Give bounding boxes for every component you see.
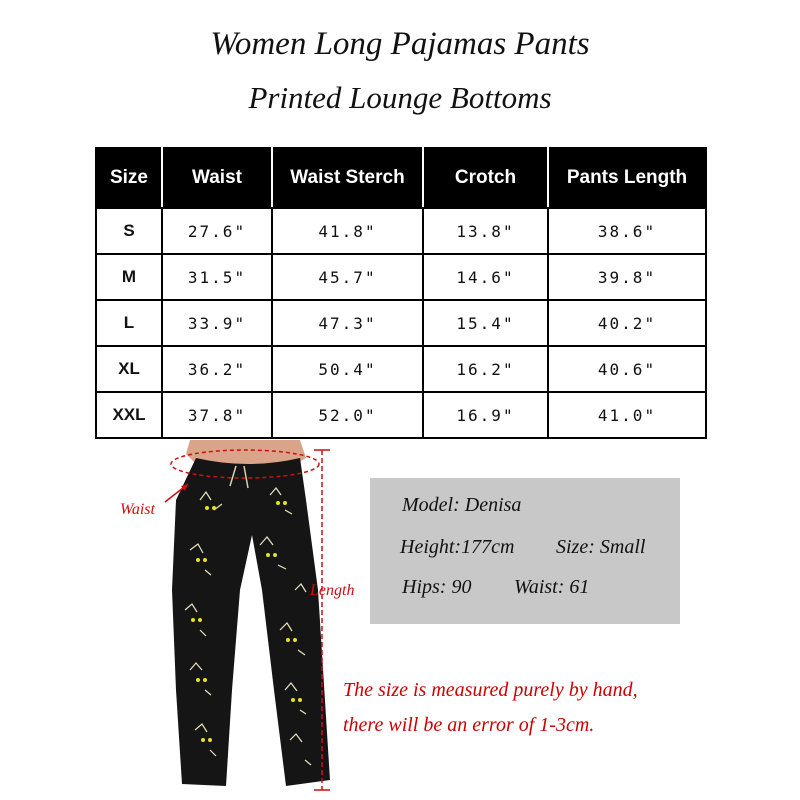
- model-waist: Waist: 61: [514, 576, 590, 598]
- cell-crotch: 16.2": [423, 346, 548, 392]
- cell-crotch: 14.6": [423, 254, 548, 300]
- cell-size: L: [96, 300, 162, 346]
- size-chart-table: [95, 147, 707, 439]
- cell-pants-length: 40.2": [548, 300, 706, 346]
- cell-waist: 33.9": [162, 300, 272, 346]
- header-waist-stretch: Waist Sterch: [272, 148, 423, 208]
- cell-waist-stretch: 41.8": [272, 208, 423, 254]
- cell-pants-length: 40.6": [548, 346, 706, 392]
- cell-pants-length: 38.6": [548, 208, 706, 254]
- cell-crotch: 15.4": [423, 300, 548, 346]
- cell-pants-length: 41.0": [548, 392, 706, 438]
- cell-waist-stretch: 52.0": [272, 392, 423, 438]
- header-crotch: Crotch: [423, 148, 548, 208]
- cell-size: XL: [96, 346, 162, 392]
- model-name: Model: Denisa: [402, 494, 522, 516]
- header-pants-length: Pants Length: [548, 148, 706, 208]
- model-size: Size: Small: [556, 536, 646, 558]
- header-waist: Waist: [162, 148, 272, 208]
- table-header-row: [96, 148, 706, 208]
- header-size: Size: [96, 148, 162, 208]
- pants-illustration: [0, 440, 400, 800]
- table-row: [96, 208, 706, 254]
- cell-waist: 36.2": [162, 346, 272, 392]
- model-info-box: [370, 478, 680, 624]
- table-row: [96, 254, 706, 300]
- cell-waist-stretch: 50.4": [272, 346, 423, 392]
- cell-waist: 37.8": [162, 392, 272, 438]
- model-hips: Hips: 90: [402, 576, 472, 598]
- page-title: Women Long Pajamas Pants: [210, 26, 590, 62]
- waist-label: Waist: [120, 501, 155, 518]
- cell-crotch: 13.8": [423, 208, 548, 254]
- page-subtitle: Printed Lounge Bottoms: [248, 80, 552, 115]
- cell-size: XXL: [96, 392, 162, 438]
- length-label: Length: [310, 582, 355, 599]
- cell-waist-stretch: 45.7": [272, 254, 423, 300]
- measurement-note-line1: The size is measured purely by hand,: [343, 679, 638, 701]
- table-row: [96, 392, 706, 438]
- measurement-note-line2: there will be an error of 1-3cm.: [343, 714, 595, 736]
- cell-pants-length: 39.8": [548, 254, 706, 300]
- cell-size: M: [96, 254, 162, 300]
- table-row: [96, 346, 706, 392]
- cell-waist-stretch: 47.3": [272, 300, 423, 346]
- pants-shape: [172, 458, 330, 786]
- cell-waist: 27.6": [162, 208, 272, 254]
- cell-waist: 31.5": [162, 254, 272, 300]
- cell-size: S: [96, 208, 162, 254]
- model-height: Height:177cm: [400, 536, 515, 558]
- cell-crotch: 16.9": [423, 392, 548, 438]
- table-row: [96, 300, 706, 346]
